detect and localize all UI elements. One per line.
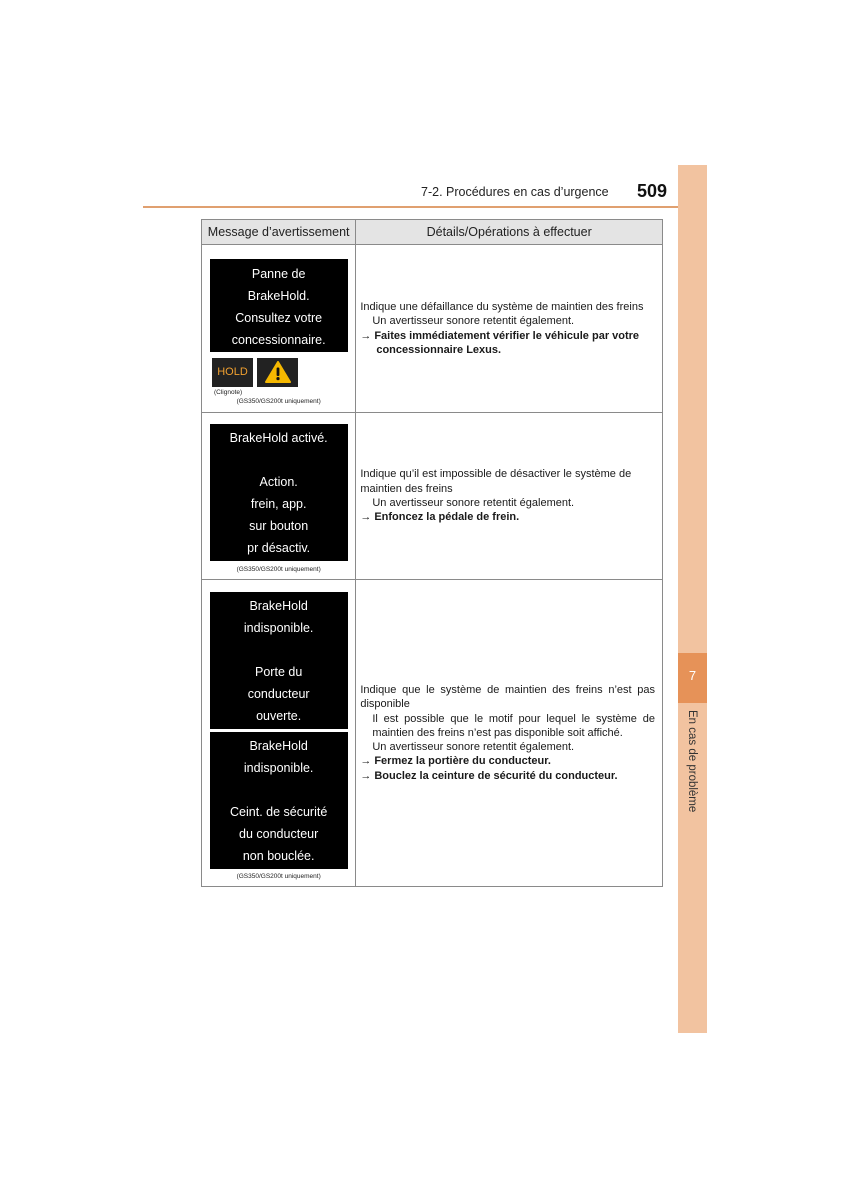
- screen-line: non bouclée.: [242, 849, 315, 863]
- model-note: (GS350/GS200t uniquement): [236, 873, 321, 880]
- screen-line: frein, app.: [250, 497, 307, 511]
- col-header-details: Détails/Opérations à effectuer: [356, 220, 663, 245]
- action-text: Faites immédiatement vérifier le véhicule par votre: [374, 329, 640, 342]
- arrow-icon: →: [360, 769, 372, 782]
- screen-line: [210, 779, 348, 801]
- note: Il est possible que le motif pour lequel le système de maintien des freins n’est pas disponible soit affiché.: [372, 712, 655, 739]
- screen-line: indisponible.: [243, 761, 314, 775]
- page-number: 509: [637, 181, 668, 201]
- note: Un avertisseur sonore retentit également.: [372, 741, 575, 754]
- model-note: (GS350/GS200t uniquement): [236, 566, 321, 573]
- warning-triangle-icon: [257, 358, 298, 387]
- table-row: [202, 413, 663, 580]
- model-note: (GS350/GS200t uniquement): [236, 397, 321, 405]
- message-cell: [202, 413, 356, 580]
- action: [360, 510, 655, 524]
- blink-note: (Clignote): [214, 388, 243, 396]
- arrow-icon: →: [360, 329, 372, 342]
- action-text-cont: concessionnaire Lexus.: [376, 343, 502, 356]
- screen-line: ouverte.: [256, 709, 302, 723]
- screen-line: Porte du: [255, 665, 303, 679]
- screen-line: concessionnaire.: [231, 332, 326, 347]
- description: Indique qu’il est impossible de désactiver le système de maintien des freins: [360, 468, 632, 495]
- screen-line: Action.: [259, 475, 298, 489]
- message-cell: [202, 245, 356, 413]
- screen-line: BrakeHold.: [247, 288, 310, 303]
- screen-line: indisponible.: [243, 621, 314, 635]
- screen-line: BrakeHold activé.: [229, 431, 328, 445]
- warning-screen-seatbelt: [210, 732, 348, 869]
- action-text: Enfoncez la pédale de frein.: [374, 511, 520, 524]
- screen-line: Consultez votre: [235, 310, 323, 325]
- side-tab: [678, 165, 707, 1033]
- warning-screen: [210, 424, 348, 561]
- indicator-icons: [212, 358, 355, 387]
- action: [360, 769, 655, 783]
- hold-indicator-icon: [212, 358, 253, 387]
- screen-line: BrakeHold: [249, 599, 308, 613]
- warning-table: [201, 219, 663, 887]
- arrow-icon: →: [360, 755, 372, 768]
- screen-line: sur bouton: [249, 519, 309, 533]
- warning-screen-door: [210, 592, 348, 729]
- screen-line: conducteur: [247, 687, 310, 701]
- section-title: 7-2. Procédures en cas d’urgence: [421, 185, 609, 199]
- action-text: Bouclez la ceinture de sécurité du conducteur.: [374, 769, 618, 782]
- header-rule: [143, 206, 707, 208]
- screen-line: [210, 639, 348, 661]
- screen-line: Panne de: [251, 266, 306, 281]
- details-cell: [356, 580, 663, 887]
- note: Un avertisseur sonore retentit également.: [372, 315, 575, 328]
- screen-line: du conducteur: [239, 827, 319, 841]
- note: Un avertisseur sonore retentit également.: [372, 497, 575, 509]
- message-cell: [202, 580, 356, 887]
- screen-line: [210, 449, 348, 471]
- table-row: [202, 245, 663, 413]
- chapter-label: En cas de problème: [686, 710, 698, 813]
- screen-line: BrakeHold: [249, 739, 308, 753]
- screen-line: Ceint. de sécurité: [230, 805, 328, 819]
- screen-line: pr désactiv.: [247, 541, 311, 555]
- description: Indique que le système de maintien des freins n’est pas disponible: [360, 683, 655, 711]
- description: Indique une défaillance du système de maintien des freins: [360, 300, 644, 313]
- action: [360, 329, 655, 358]
- arrow-icon: →: [360, 511, 372, 524]
- details-cell: [356, 413, 663, 580]
- table-row: [202, 580, 663, 887]
- action-text: Fermez la portière du conducteur.: [374, 755, 551, 768]
- chapter-number: 7: [678, 653, 707, 703]
- col-header-message: Message d’avertissement: [202, 220, 356, 245]
- action: [360, 754, 655, 768]
- table-header-row: [202, 220, 663, 245]
- details-cell: [356, 245, 663, 413]
- warning-screen: [210, 259, 348, 352]
- hold-indicator-label: HOLD: [217, 366, 248, 378]
